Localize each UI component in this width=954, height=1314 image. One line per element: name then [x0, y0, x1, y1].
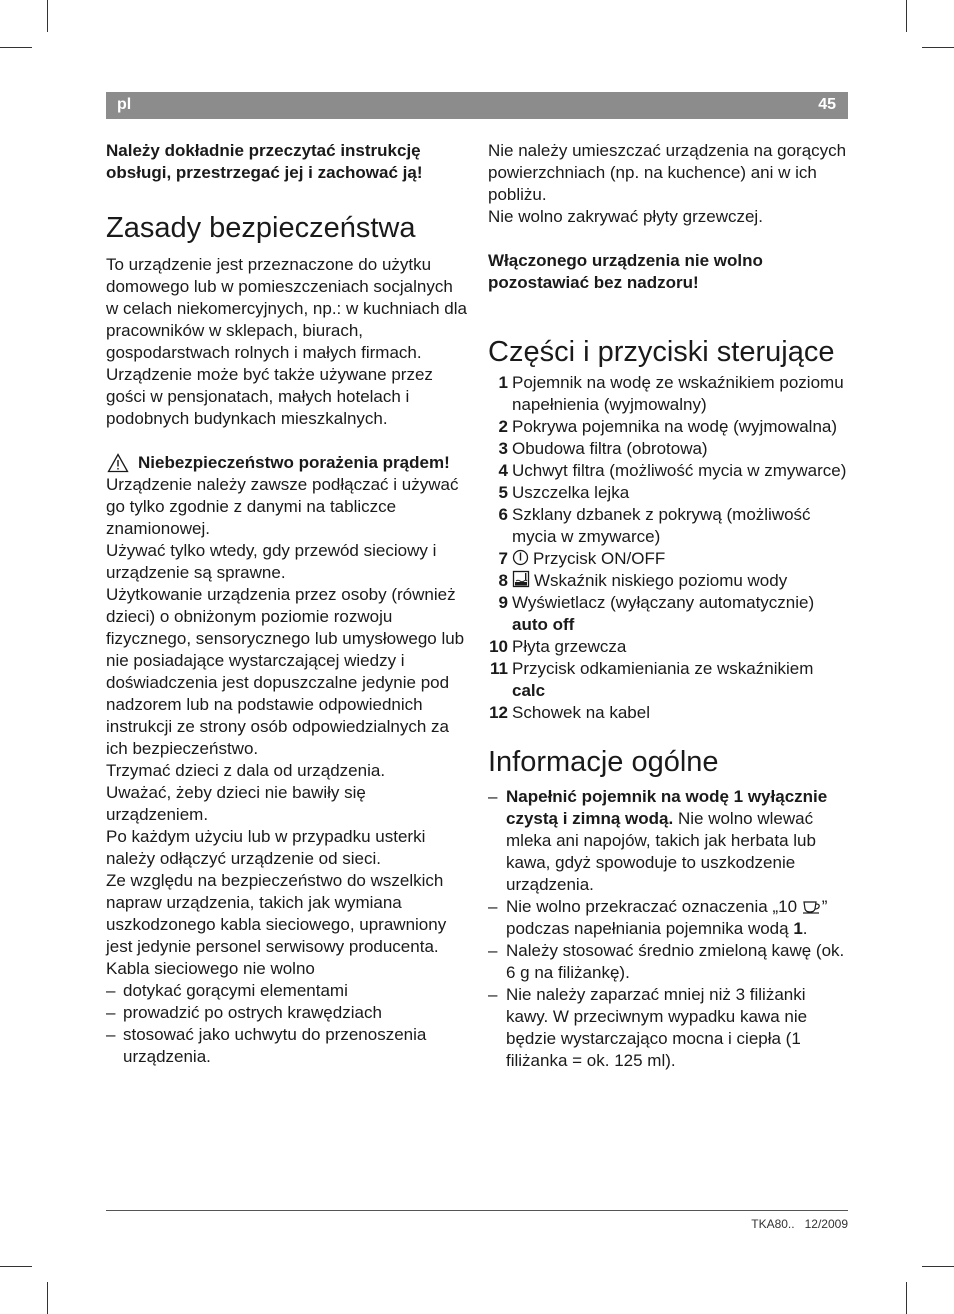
list-item: 11 Przycisk odkamieniania ze wskaźnikiem calc	[490, 659, 814, 700]
list-item: 4 Uchwyt filtra (możliwość mycia w zmywarce)	[498, 461, 847, 480]
cable-item: – prowadzić po ostrych krawędziach	[106, 1002, 468, 1024]
list-item: 9 Wyświetlacz (wyłączany automatycznie) auto off	[498, 593, 815, 634]
crop-mark	[906, 1282, 907, 1314]
list-item: – Należy stosować średnio zmieloną kawę (ok. 6 g na filiżankę).	[488, 940, 850, 984]
left-column	[106, 140, 468, 1068]
list-item: 7 Przycisk ON/OFF	[498, 549, 666, 568]
cup-icon	[802, 899, 822, 914]
model-number: TKA80..	[751, 1217, 795, 1231]
list-item: – Nie należy zaparzać mniej niż 3 filiżanki kawy. W przeciwnym wypadku kawa nie będzie wystarczająco mocna i ciepła (1 filiżanka = ok. 125 ml).	[488, 984, 850, 1072]
hotplate-paragraph: Nie wolno zakrywać płyty grzewczej.	[488, 207, 763, 226]
safety-title: Zasady bezpieczeństwa	[106, 212, 416, 244]
list-item: 10 Płyta grzewcza	[489, 637, 627, 656]
warning-line: Ze względu na bezpieczeństwo do wszelkich napraw urządzenia, takich jak wymiana uszkodzonego kabla sieciowego, uprawniony jest jedynie personel serwisowy producenta.	[106, 871, 447, 956]
right-column	[488, 140, 850, 1072]
warning-line: Użytkowanie urządzenia przez osoby (również dzieci) o obniżonym poziomie rozwoju fizycznego, sensorycznego lub umysłowego lub nie posiadające wystarczającej wiedzy i doświadczenia jest dopuszczalne jedynie pod nadzorem lub na podstawie odpowiednich instrukcji ze strony osób odpowiedzialnych za ich bezpieczeństwo.	[106, 585, 465, 758]
power-icon	[512, 549, 529, 566]
page-header	[106, 92, 848, 119]
print-date: 12/2009	[804, 1217, 848, 1231]
warning-line: Urządzenie należy zawsze podłączać i używać go tylko zgodnie z danymi na tabliczce znamionowej.	[106, 475, 459, 538]
crop-mark	[47, 0, 48, 32]
warning-line: Po każdym użyciu lub w przypadku usterki należy odłączyć urządzenie od sieci.	[106, 827, 426, 868]
crop-mark	[0, 1266, 32, 1267]
cable-item: – dotykać gorącymi elementami	[106, 980, 468, 1002]
list-item: 6 Szklany dzbanek z pokrywą (możliwość mycia w zmywarce)	[498, 505, 811, 546]
warning-heading	[106, 452, 468, 474]
parts-title: Części i przyciski sterujące	[488, 336, 835, 368]
crop-mark	[47, 1282, 48, 1314]
crop-mark	[922, 1266, 954, 1267]
footer	[751, 1217, 848, 1231]
crop-mark	[922, 47, 954, 48]
list-item: 8 Wskaźnik niskiego poziomu wody	[498, 571, 788, 590]
list-item: 3 Obudowa filtra (obrotowa)	[498, 439, 708, 458]
page-number: 45	[818, 96, 836, 113]
language-code: pl	[117, 96, 132, 113]
general-info-list	[488, 786, 850, 1072]
list-item: 12 Schowek na kabel	[489, 703, 650, 722]
list-item: – Nie wolno przekraczać oznaczenia „10 ” podczas napełniania pojemnika wodą 1.	[488, 896, 850, 940]
placement-paragraph: Nie należy umieszczać urządzenia na gorących powierzchniach (np. na kuchence) ani w ich pobliżu.	[488, 141, 847, 204]
usage-paragraph: To urządzenie jest przeznaczone do użytku domowego lub w pomieszczeniach socjalnych w celach niekomercyjnych, np.: w kuchniach dla pracowników w sklepach, biurach, gospodarstwach rolnych i małych firmach. Urządzenie może być także używane przez gości w pensjonatach, małych hotelach i podobnych budynkach mieszkalnych.	[106, 255, 467, 428]
warning-triangle-icon	[107, 453, 129, 473]
warning-line: Używać tylko wtedy, gdy przewód sieciowy i urządzenie są sprawne.	[106, 541, 437, 582]
crop-mark	[0, 47, 32, 48]
warning-title: Niebezpieczeństwo porażenia prądem!	[138, 453, 450, 472]
crop-mark	[906, 0, 907, 32]
list-item: – Napełnić pojemnik na wodę 1 wyłącznie czystą i zimną wodą. Nie wolno wlewać mleka ani napojów, takich jak herbata lub kawa, gdyż spowoduje to uszkodzenie urządzenia.	[488, 786, 850, 896]
intro-note: Należy dokładnie przeczytać instrukcję obsługi, przestrzegać jej i zachować ją!	[106, 141, 423, 182]
warning-line: Kabla sieciowego nie wolno	[106, 959, 315, 978]
cable-item: – stosować jako uchwytu do przenoszenia urządzenia.	[106, 1024, 468, 1068]
parts-list	[488, 372, 850, 724]
warning-line: Trzymać dzieci z dala od urządzenia.	[106, 761, 386, 780]
list-item: 2 Pokrywa pojemnika na wodę (wyjmowalna)	[498, 417, 838, 436]
low-water-icon	[512, 570, 530, 588]
warning-line: Uważać, żeby dzieci nie bawiły się urządzeniem.	[106, 783, 366, 824]
list-item: 5 Uszczelka lejka	[498, 483, 630, 502]
general-info-title: Informacje ogólne	[488, 746, 719, 778]
list-item: 1 Pojemnik na wodę ze wskaźnikiem poziomu napełnienia (wyjmowalny)	[498, 373, 844, 414]
supervision-warning: Włączonego urządzenia nie wolno pozostawiać bez nadzoru!	[488, 251, 763, 292]
footer-divider	[106, 1210, 848, 1211]
